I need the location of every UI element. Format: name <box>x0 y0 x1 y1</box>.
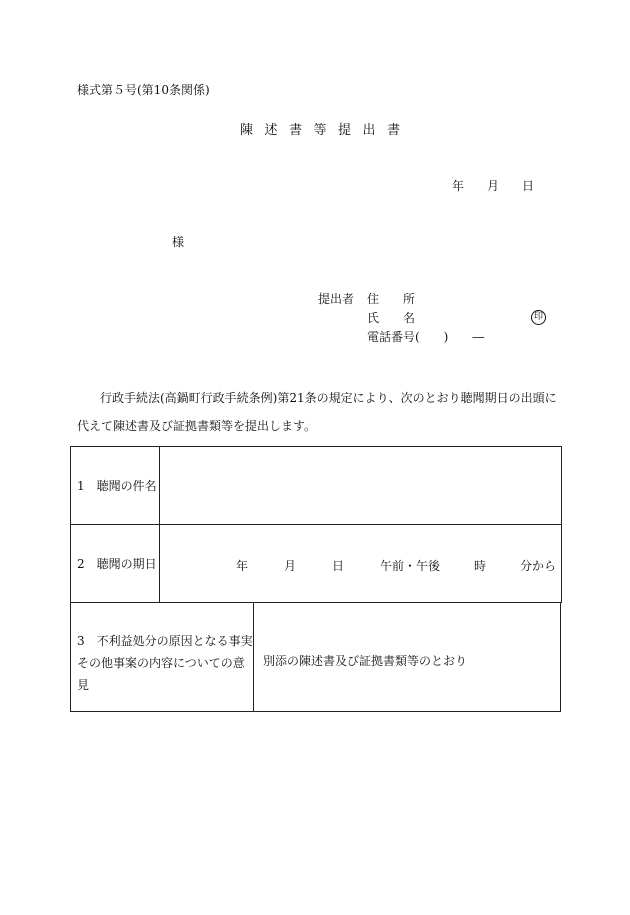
date-year-label: 年 <box>452 179 465 193</box>
row1-label-cell <box>71 447 160 525</box>
submitter-name-label: 氏 名 <box>367 311 416 325</box>
row3-label-line3: 見 <box>77 678 90 692</box>
table-row-subject <box>71 447 562 525</box>
recipient-honorific: 様 <box>172 235 185 249</box>
hearing-month-label: 月 <box>284 559 297 573</box>
row2-label-cell <box>71 525 160 603</box>
row1-label: 1 聴聞の件名 <box>77 479 157 493</box>
form-number-label: 様式第５号(第10条関係) <box>77 83 210 97</box>
row3-label-cell <box>71 602 254 711</box>
form-table <box>70 446 562 603</box>
hearing-hour-label: 時 <box>474 559 487 573</box>
submitter-address-label: 住 所 <box>367 292 416 306</box>
date-month-label: 月 <box>487 179 500 193</box>
submitter-phone-label: 電話番号( ) ― <box>367 330 485 344</box>
row2-label: 2 聴聞の期日 <box>77 557 157 571</box>
body-text-line1: 行政手続法(高鍋町行政手続条例)第21条の規定により、次のとおり聴聞期日の出頭に <box>100 391 557 405</box>
body-text-line2: 代えて陳述書及び証拠書類等を提出します。 <box>77 419 317 433</box>
hearing-date-cell[interactable] <box>160 525 562 603</box>
document-title: 陳述書等提出書 <box>240 123 412 138</box>
row3-label-line1: 3 不利益処分の原因となる事実 <box>77 634 253 648</box>
hearing-year-label: 年 <box>236 559 249 573</box>
table-row-date <box>71 525 562 603</box>
hearing-ampm-label: 午前・午後 <box>380 559 441 573</box>
submitter-label: 提出者 <box>318 292 355 306</box>
table-row-opinion <box>70 602 561 712</box>
hearing-day-label: 日 <box>332 559 345 573</box>
date-day-label: 日 <box>522 179 535 193</box>
hearing-minute-label: 分から <box>520 559 557 573</box>
row3-value: 別添の陳述書及び証拠書類等のとおり <box>263 654 468 668</box>
row3-label-line2: その他事案の内容についての意 <box>77 656 245 670</box>
subject-input-cell[interactable] <box>160 447 562 525</box>
seal-mark: 印 <box>531 310 546 325</box>
